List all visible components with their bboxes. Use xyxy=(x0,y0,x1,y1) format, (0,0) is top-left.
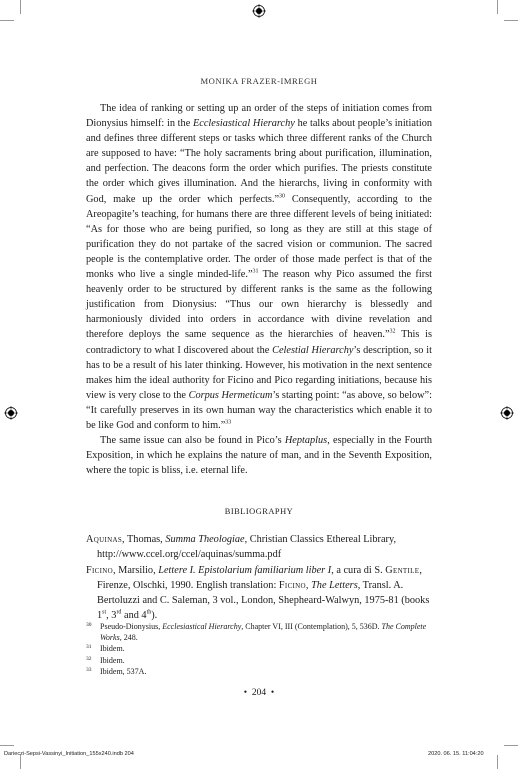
footnote: 30 Pseudo-Dionysius, Ecclesiastical Hierarchy, Chapter VI, III (Contemplation), 5, 536D. The Complete Works, 248. xyxy=(86,622,427,643)
footnote-number: 32 xyxy=(86,655,92,662)
crop-mark xyxy=(20,755,21,769)
footnote: 31 Ibidem. xyxy=(86,644,125,654)
page-number: • 204 • xyxy=(243,688,275,698)
crop-mark xyxy=(0,745,14,746)
crop-mark xyxy=(20,0,21,14)
footnote-number: 30 xyxy=(86,622,92,628)
crop-mark xyxy=(0,20,14,21)
slug-filename: Darieczi-Sepsi-Vassinyi_Initiation_155x240.indb 204 xyxy=(4,751,134,757)
bullet-icon: • xyxy=(270,688,275,698)
footnote: 32 Ibidem. xyxy=(86,655,125,665)
body-text xyxy=(86,101,432,623)
crop-mark xyxy=(504,20,518,21)
footnote-ref[interactable]: 32 xyxy=(389,328,396,335)
registration-mark-icon xyxy=(252,4,266,18)
section-title: BIBLIOGRAPHY xyxy=(224,507,294,517)
bibliography-entry: Ficino, Marsilio, Lettere I. Epistolarium familiarium liber I, a cura di S. Gentile, Firenze, Olschki, 1990. English translation: Ficino, The Letters, Transl. A. Bertoluzzi and C. Saleman, 3 vol., London, Shepheard-Walwyn, 1975-81 (books 1st, 3rd and 4th). xyxy=(86,564,430,621)
registration-mark-icon xyxy=(500,406,514,420)
crop-mark xyxy=(497,755,498,769)
bullet-icon: • xyxy=(243,688,248,698)
footnote-number: 33 xyxy=(86,666,92,673)
bibliography-entry: Aquinas, Thomas, Summa Theologiae, Christian Classics Ethereal Library, http://www.ccel.org/ccel/aquinas/summa.pdf xyxy=(86,534,397,561)
registration-mark-icon xyxy=(4,406,18,420)
footnote-number: 31 xyxy=(86,644,92,651)
footnotes xyxy=(86,621,432,677)
crop-mark xyxy=(504,745,518,746)
crop-mark xyxy=(497,0,498,14)
footnote-ref[interactable]: 31 xyxy=(252,268,259,275)
paragraph: The idea of ranking or setting up an order of the steps of initiation comes from Dionysius himself: in the Ecclesiastical Hierarchy he talks about people’s initiation and defines three different steps or tasks which three different ranks of the Church are supposed to have: “The holy sacraments bring about purification, illumination, and perfection. The deacons form the order which purifies. The priests constitute the order which gives illumination. And the hierarchs, living in conformity with God, make up the order which perfects.”$^{30}$ Consequently, according to the Areopagite’s teaching, for humans there are three different levels of being initiated: “As for those who are being purified, so long as they are still at this stage of purification they do not partake of the sacred vision or communion. The sacred people is the contemplative order. The order of those made perfect is that of the monks who live a single minded-life.”$^{31}$ The reason why Pico assumed the first heavenly order to be structured by different ranks is the same as the following justification from Dionysius: “Thus our own hierarchy is blessedly and harmoniously divided into orders in accordance with divine revelation and therefore deploys the same sequence as the hierarchies of heaven.”$^{32}$ This is contradictory to what I discovered about the Celestial Hierarchy’s description, so it has to be a result of his later thinking. However, his motivation in the next sentence makes him the ideal authority for Ficino and Pico regarding initiations, because his view is very close to the Corpus Hermeticum’s starting point: “as above, so below”: “It carefully preserves in its own human way the characteristics which enable it to be like God and conform to him.”$^{33}$ xyxy=(86,103,433,431)
slug-timestamp: 2020. 06. 15. 11:04:20 xyxy=(428,751,484,757)
footnote-ref[interactable]: 30 xyxy=(279,193,285,200)
footnote-ref[interactable]: 33 xyxy=(225,419,232,426)
footnote: 33 Ibidem, 537A. xyxy=(86,666,147,676)
running-head: MONIKA FRAZER-IMREGH xyxy=(200,76,318,86)
paragraph: The same issue can also be found in Pico’s Heptaplus, especially in the Fourth Exposition, in which he explains the nature of man, and in the Seventh Exposition, where the topic is bliss, i.e. eternal life. xyxy=(86,435,432,477)
